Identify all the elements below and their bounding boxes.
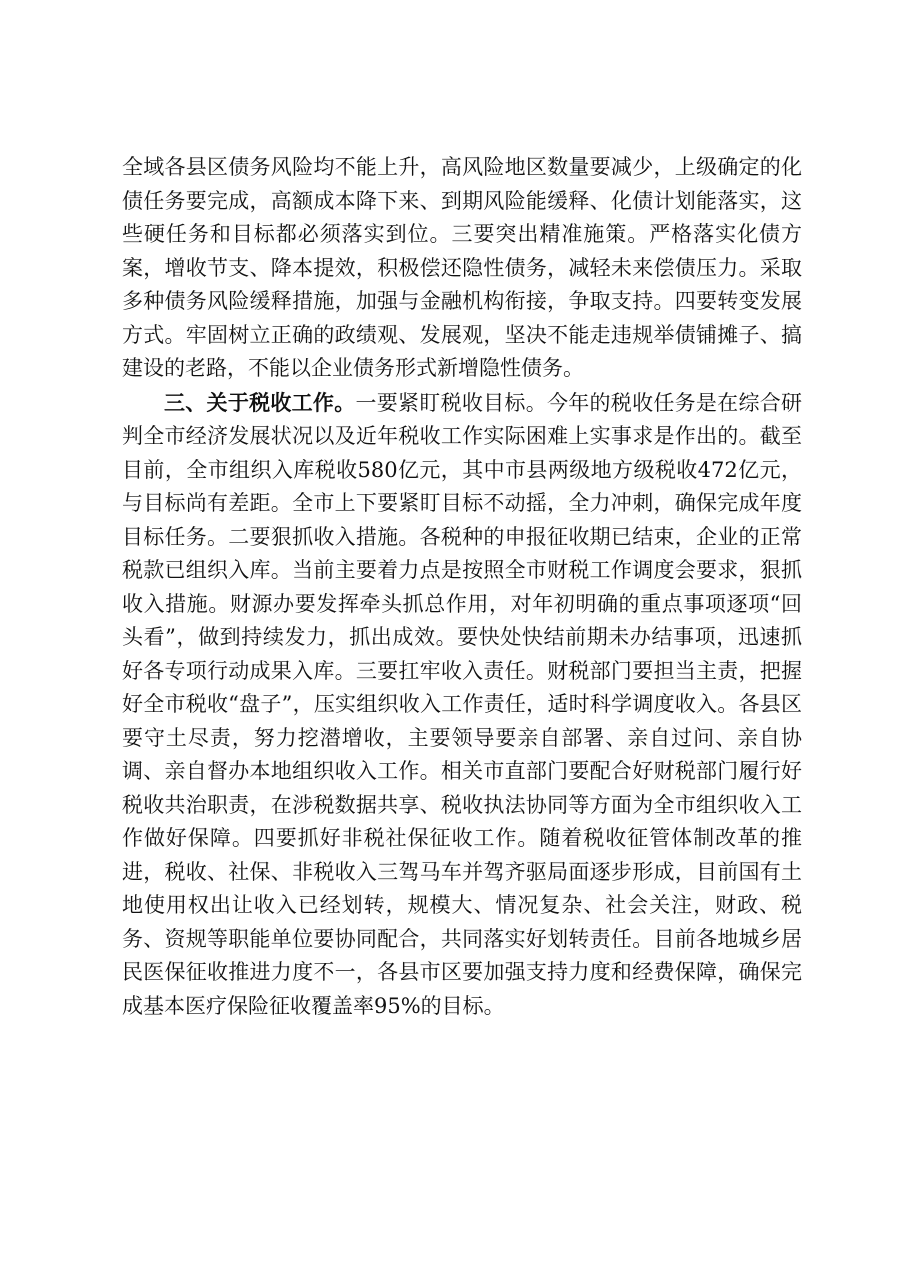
document-body	[122, 151, 802, 1023]
paragraph-debt-tasks: 全域各县区债务风险均不能上升，高风险地区数量要减少，上级确定的化债任务要完成，高额成本降下来、到期风险能缓释、化债计划能落实，这些硬任务和目标都必须落实到位。三要突出精准施策。严格落实化债方案，增收节支、降本提效，积极偿还隐性债务，减轻未来偿债压力。采取多种债务风险缓释措施，加强与金融机构衔接，争取支持。四要转变发展方式。牢固树立正确的政绩观、发展观，坚决不能走违规举债铺摊子、搞建设的老路，不能以企业债务形式新增隐性债务。	[122, 155, 802, 380]
paragraph-tax-work	[122, 386, 802, 1024]
section-body-tax: 一要紧盯税收目标。今年的税收任务是在综合研判全市经济发展状况以及近年税收工作实际困难上实事求是作出的。截至目前，全市组织入库税收580亿元，其中市县两级地方级税收472亿元，与目标尚有差距。全市上下要紧盯目标不动摇，全力冲刺，确保完成年度目标任务。二要狠抓收入措施。各税种的申报征收期已结束，企业的正常税款已组织入库。当前主要着力点是按照全市财税工作调度会要求，狠抓收入措施。财源办要发挥牵头抓总作用，对年初明确的重点事项逐项“回头看”，做到持续发力，抓出成效。要快处快结前期未办结事项，迅速抓好各专项行动成果入库。三要扛牢收入责任。财税部门要担当主责，把握好全市税收“盘子”，压实组织收入工作责任，适时科学调度收入。各县区要守土尽责，努力挖潜增收，主要领导要亲自部署、亲自过问、亲自协调、亲自督办本地组织收入工作。相关市直部门要配合好财税部门履行好税收共治职责，在涉税数据共享、税收执法协同等方面为全市组织收入工作做好保障。四要抓好非税社保征收工作。随着税收征管体制改革的推进，税收、社保、非税收入三驾马车并驾齐驱局面逐步形成，目前国有土地使用权出让收入已经划转，规模大、情况复杂、社会关注，财政、税务、资规等职能单位要协同配合，共同落实好划转责任。目前各地城乡居民医保征收推进力度不一，各县市区要加强支持力度和经费保障，确保完成基本医疗保险征收覆盖率95%的目标。	[122, 390, 802, 1018]
section-heading-tax: 三、关于税收工作。	[164, 389, 356, 415]
